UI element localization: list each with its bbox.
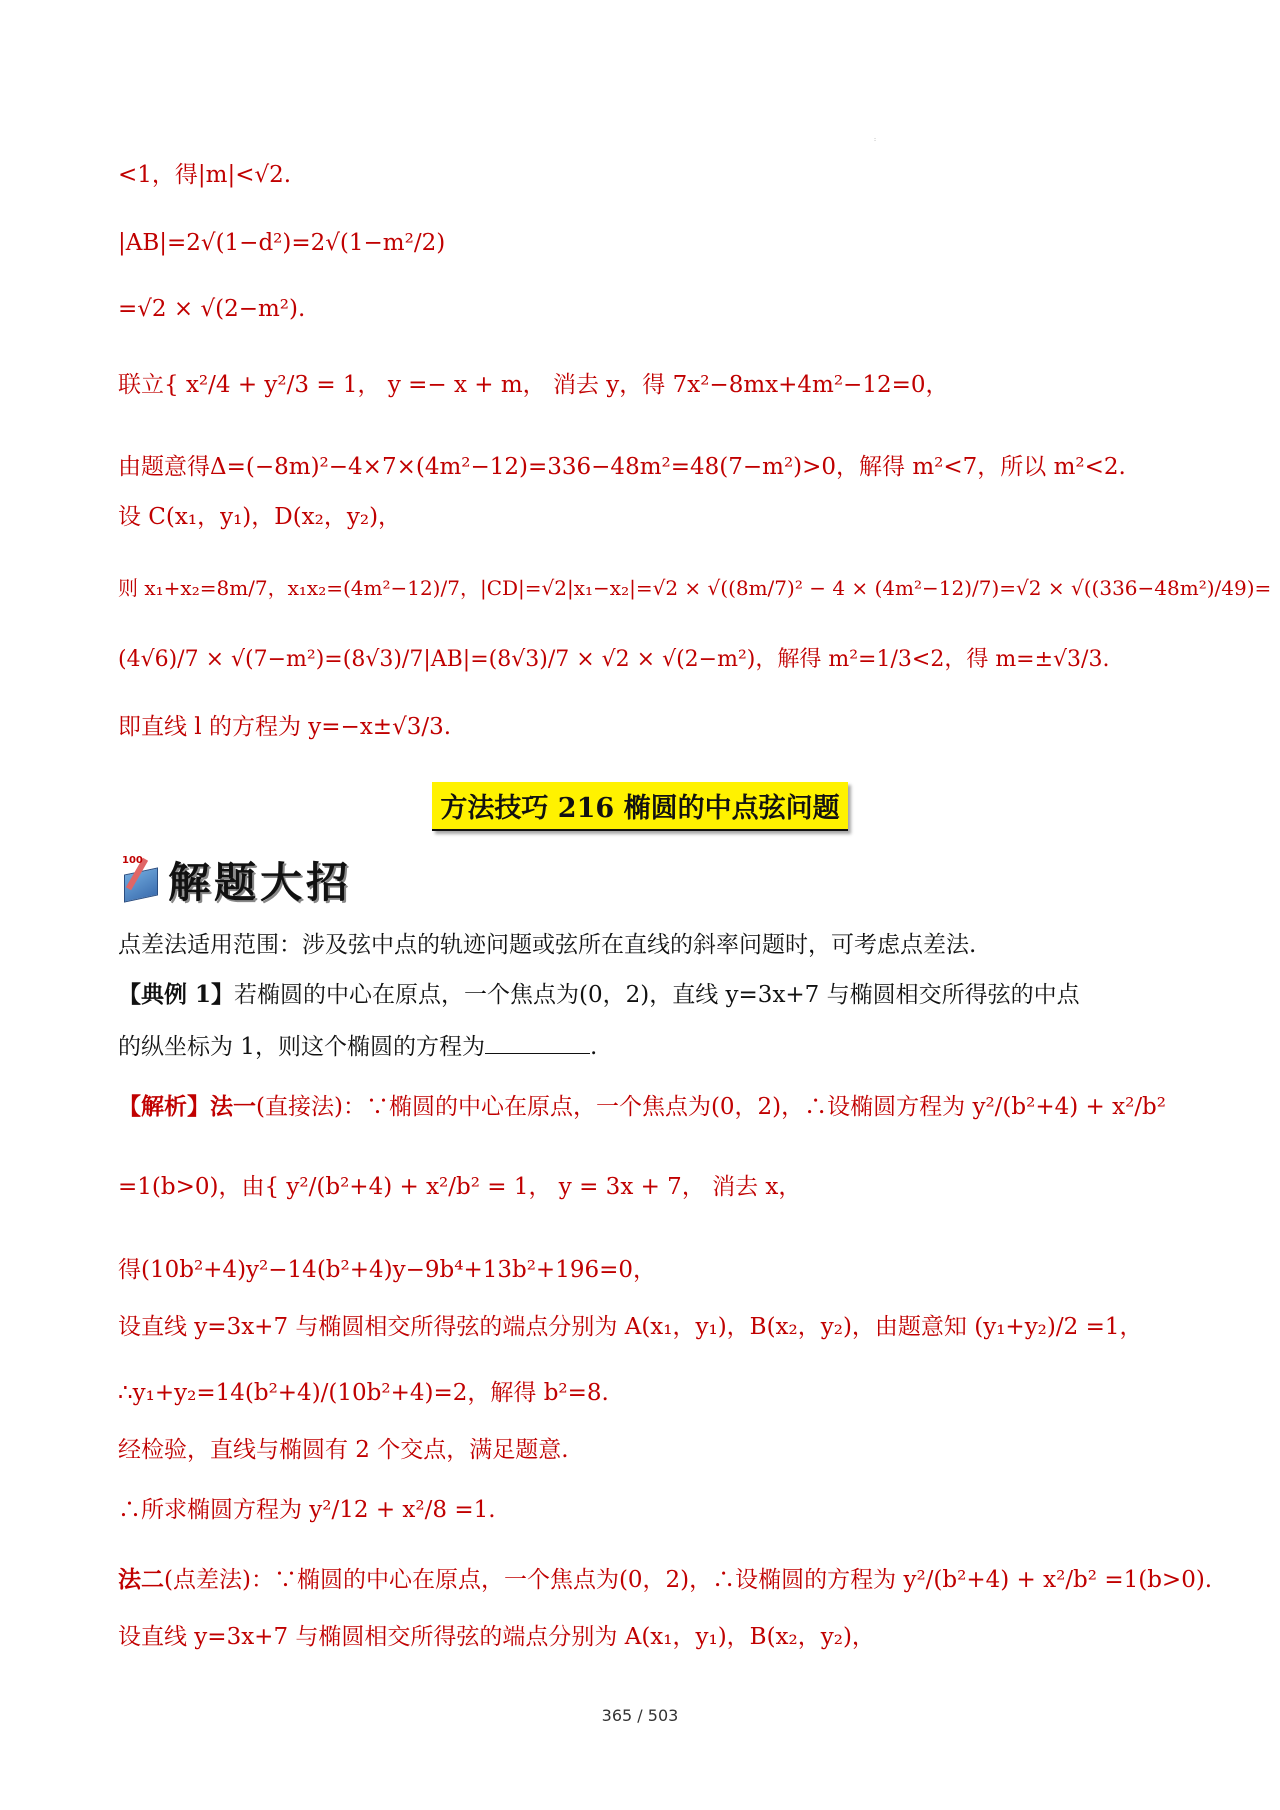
method-2-label: 法二 (118, 1566, 164, 1593)
line-result-ellipse: ∴所求椭圆方程为 y²/12 + x²/8 =1. (118, 1497, 496, 1523)
line-example-1-cont: 的纵坐标为 1，则这个椭圆的方程为 . (118, 1034, 598, 1060)
line-discriminant: 由题意得Δ=(−8m)²−4×7×(4m²−12)=336−48m²=48(7−m²)>0，解得 m²<7，所以 m²<2. (118, 454, 1126, 480)
line-quadratic-y: 得(10b²+4)y²−14(b²+4)y−9b⁴+13b²+196=0， (118, 1257, 657, 1283)
section-title-box (0, 782, 1280, 831)
line-endpoints-2: 设直线 y=3x+7 与椭圆相交所得弦的端点分别为 A(x₁，y₁)，B(x₂，y₂)， (118, 1624, 875, 1650)
answer-blank (485, 1033, 590, 1054)
example-text: 若椭圆的中心在原点，一个焦点为(0，2)，直线 y=3x+7 与椭圆相交所得弦的中点 (234, 982, 1080, 1008)
tips-badge (120, 852, 352, 908)
line-ab-simplified: =√2 × √(2−m²). (118, 296, 306, 322)
line-set-cd: 设 C(x₁，y₁)，D(x₂，y₂)， (118, 504, 402, 530)
line-ab-length: |AB|=2√(1−d²)=2√(1−m²/2) (118, 230, 446, 256)
solution-label: 【解析】法一 (118, 1093, 256, 1120)
line-verify: 经检验，直线与椭圆有 2 个交点，满足题意. (118, 1437, 569, 1463)
line-cd-length: 则 x₁+x₂=8m/7，x₁x₂=(4m²−12)/7，|CD|=√2|x₁−x₂|=√2 × √((8m/7)² − 4 × (4m²−12)/7)=√2 × √((336−48m²)/49)= (118, 576, 1272, 600)
line-equation-of-l: 即直线 l 的方程为 y=−x±√3/3. (118, 714, 452, 740)
page-number: 365 / 503 (601, 1706, 679, 1725)
line-solve-b: ∴y₁+y₂=14(b²+4)/(10b²+4)=2，解得 b²=8. (118, 1380, 609, 1406)
line-example-1 (118, 980, 1080, 1010)
line-method-2: 法二(点差法)：∵椭圆的中心在原点，一个焦点为(0，2)，∴设椭圆的方程为 y²/(b²+4) + x²/b² =1(b>0). (118, 1566, 1213, 1593)
line-solve-m: (4√6)/7 × √(7−m²)=(8√3)/7|AB|=(8√3)/7 × √2 × √(2−m²)，解得 m²=1/3<2，得 m=±√3/3. (118, 647, 1110, 672)
line-method-scope: 点差法适用范围：涉及弦中点的轨迹问题或弦所在直线的斜率问题时，可考虑点差法. (118, 932, 977, 958)
book-pen-icon: 100 (120, 855, 162, 905)
section-title: 方法技巧 216 椭圆的中点弦问题 (432, 782, 847, 831)
line-m-range: <1，得|m|<√2. (118, 162, 292, 188)
line-system-2: =1(b>0)，由{ y²/(b²+4) + x²/b² = 1， y = 3x + 7， 消去 x， (118, 1174, 802, 1200)
example-label: 【典例 1】 (118, 981, 235, 1008)
corner-mark: : (874, 136, 877, 143)
tips-badge-label: 解题大招 (168, 858, 353, 907)
line-solution-method-1: 【解析】法一(直接法)：∵椭圆的中心在原点，一个焦点为(0，2)，∴设椭圆方程为 y²/(b²+4) + x²/b² (118, 1093, 1167, 1120)
line-endpoints: 设直线 y=3x+7 与椭圆相交所得弦的端点分别为 A(x₁，y₁)，B(x₂，y₂)，由题意知 (y₁+y₂)/2 =1， (118, 1314, 1143, 1340)
line-system-of-equations: 联立{ x²/4 + y²/3 = 1， y =− x + m， 消去 y，得 7x²−8mx+4m²−12=0， (118, 372, 949, 398)
